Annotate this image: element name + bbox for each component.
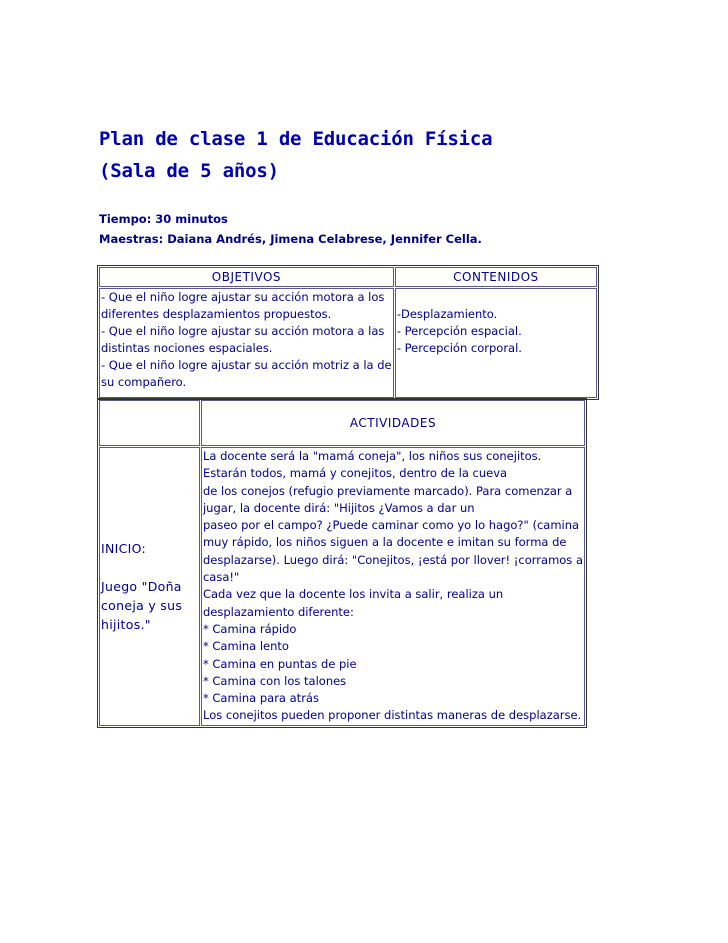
objetivos-header: OBJETIVOS <box>99 267 394 287</box>
actividad-line: * Camina en puntas de pie <box>202 656 357 671</box>
actividad-line: * Camina para atrás <box>202 691 319 706</box>
objetivo-line: diferentes desplazamientos propuestos. <box>101 307 332 321</box>
actividad-line: * Camina lento <box>202 639 289 654</box>
maestras-text: Maestras: Daiana Andrés, Jimena Celabrese, Jennifer Cella. <box>99 232 482 246</box>
contenido-line: - Percepción espacial. <box>396 324 522 338</box>
juego-line: coneja y sus <box>101 597 183 613</box>
objetivo-line: - Que el niño logre ajustar su acción motora a las <box>101 324 385 338</box>
page-subtitle: (Sala de 5 años) <box>99 160 279 182</box>
empty-header-cell <box>99 400 200 446</box>
actividades-table <box>97 398 587 728</box>
actividades-header: ACTIVIDADES <box>201 400 585 446</box>
actividad-line: muy rápido, los niños siguen a la docente e imitan su forma de <box>202 535 567 550</box>
actividad-line: jugar, la docente dirá: "Hijitos ¿Vamos a dar un <box>202 500 475 515</box>
actividad-line: desplazamiento diferente: <box>202 604 354 619</box>
actividad-line: * Camina con los talones <box>202 673 347 688</box>
objetivos-cell <box>99 288 394 398</box>
actividad-line: desplazarse). Luego dirá: "Conejitos, ¡está por llover! ¡corramos a <box>202 552 583 567</box>
objetivo-line: su compañero. <box>101 375 187 389</box>
objetivo-line: distintas nociones espaciales. <box>101 341 273 355</box>
actividad-line: La docente será la "mamá coneja", los niños sus conejitos. <box>202 449 542 463</box>
inicio-label: INICIO: <box>101 540 147 556</box>
objetivos-contenidos-table <box>97 265 599 400</box>
contenido-line: -Desplazamiento. <box>396 307 498 321</box>
actividad-line: * Camina rápido <box>202 621 297 636</box>
actividad-description-cell <box>201 447 585 726</box>
actividad-line: paseo por el campo? ¿Puede caminar como yo lo hago?" (camina <box>202 518 580 533</box>
actividad-line: de los conejos (refugio previamente marcado). Para comenzar a <box>202 483 573 498</box>
page-title: Plan de clase 1 de Educación Física <box>99 128 493 150</box>
juego-line: Juego "Doña <box>101 578 182 594</box>
actividad-line: Cada vez que la docente los invita a salir, realiza un <box>202 587 504 602</box>
contenidos-header: CONTENIDOS <box>395 267 597 287</box>
tiempo-text: Tiempo: 30 minutos <box>99 212 228 226</box>
contenido-line: - Percepción corporal. <box>396 341 522 355</box>
contenidos-cell <box>395 288 597 398</box>
actividad-line: casa!" <box>202 570 240 585</box>
juego-line: hijitos." <box>101 616 151 632</box>
objetivo-line: - Que el niño logre ajustar su acción motora a los <box>101 290 385 304</box>
actividad-line: Estarán todos, mamá y conejitos, dentro de la cueva <box>202 466 508 481</box>
objetivo-line: - Que el niño logre ajustar su acción motriz a la de <box>101 358 392 372</box>
inicio-cell <box>99 447 200 726</box>
actividad-line: Los conejitos pueden proponer distintas maneras de desplazarse. <box>202 708 582 723</box>
